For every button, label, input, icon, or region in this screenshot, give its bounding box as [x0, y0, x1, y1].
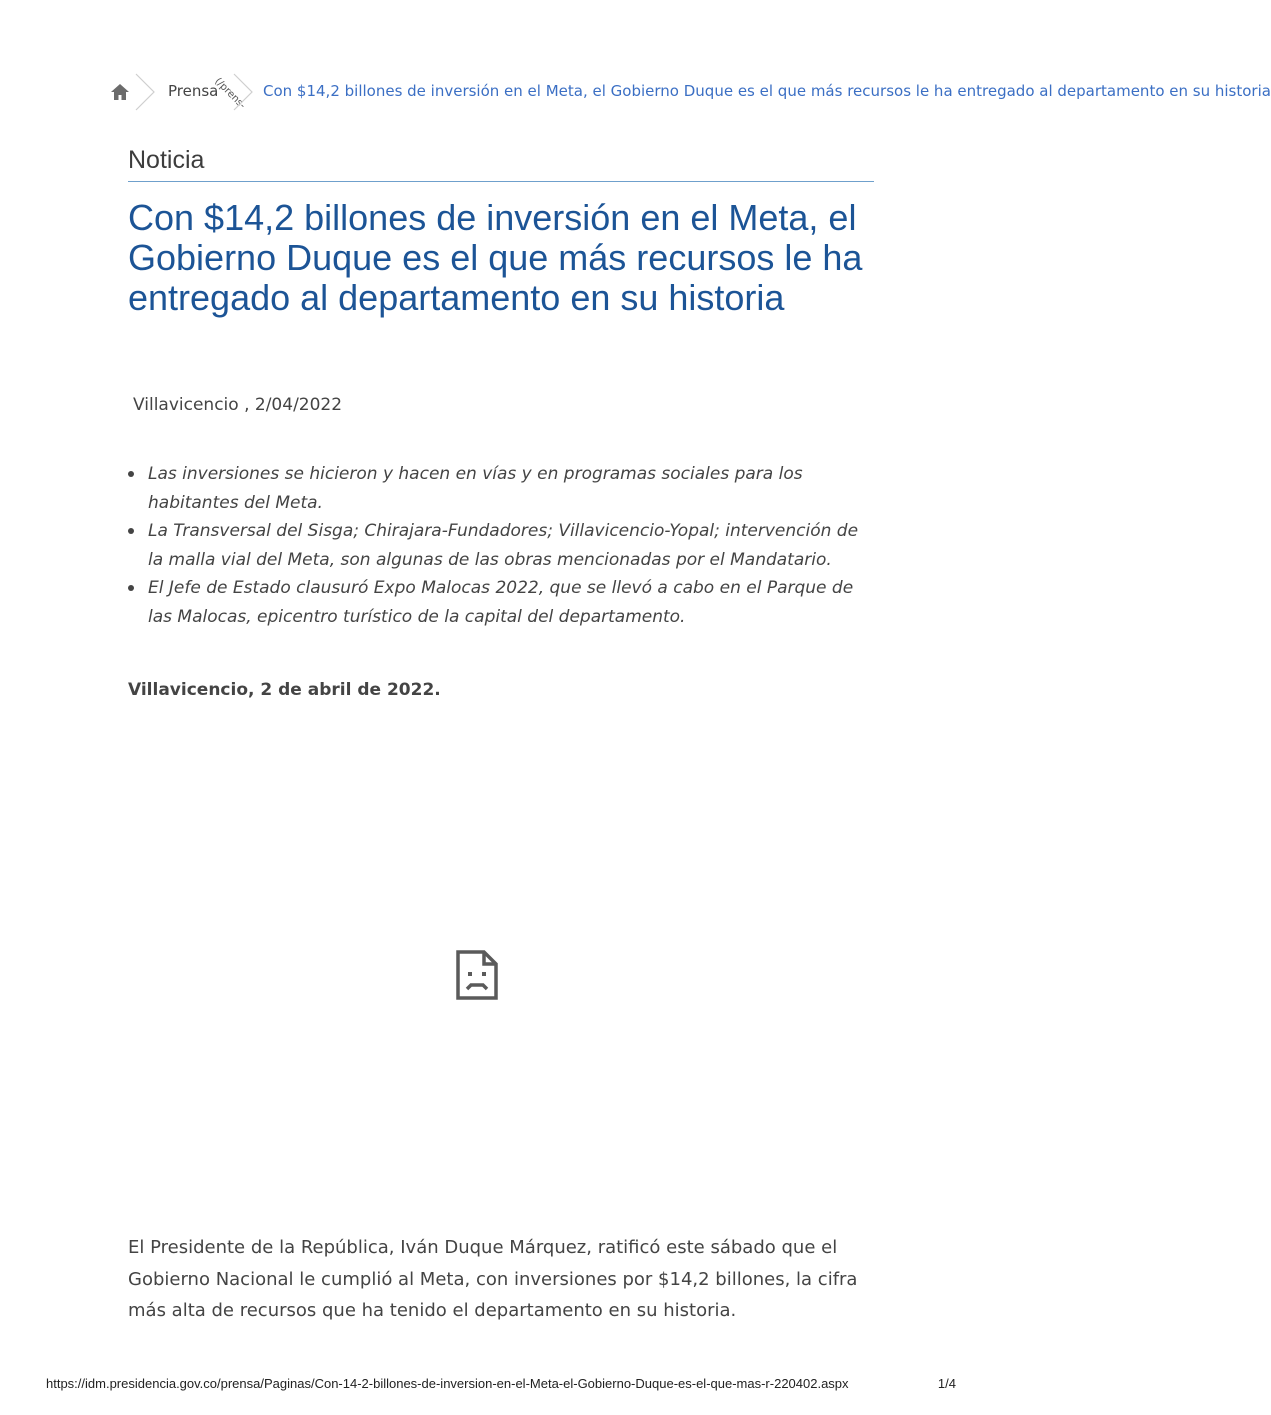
highlights-list	[148, 460, 878, 631]
breadcrumb	[108, 74, 1271, 112]
broken-image-icon	[454, 948, 500, 1002]
breadcrumb-slug-fragment: (/prens-	[212, 76, 248, 112]
highlight-item: La Transversal del Sisga; Chirajara-Fundadores; Villavicencio-Yopal; intervención de la malla vial del Meta, son algunas de las obras mencionadas por el Mandatario.	[148, 517, 878, 574]
print-footer	[46, 1376, 956, 1391]
breadcrumb-separator-icon	[134, 74, 158, 110]
breadcrumb-current-page[interactable]: Con $14,2 billones de inversión en el Meta, el Gobierno Duque es el que más recursos le ha entregado al departamento en su historia	[263, 82, 1271, 100]
breadcrumb-separator-icon	[232, 74, 256, 110]
place-date: Villavicencio, 2 de abril de 2022.	[128, 680, 441, 700]
highlight-item: Las inversiones se hicieron y hacen en vías y en programas sociales para los habitantes del Meta.	[148, 460, 878, 517]
print-url: https://idm.presidencia.gov.co/prensa/Paginas/Con-14-2-billones-de-inversion-en-el-Meta-el-Gobierno-Duque-es-el-que-mas-r-220402.aspx	[46, 1376, 849, 1391]
print-page-number: 1/4	[937, 1376, 956, 1391]
section-label: Noticia	[128, 146, 874, 182]
breadcrumb-prensa-link[interactable]: Prensa	[168, 82, 219, 100]
highlight-item: El Jefe de Estado clausuró Expo Malocas 2022, que se llevó a cabo en el Parque de las Malocas, epicentro turístico de la capital del departamento.	[148, 574, 878, 631]
article-headline: Con $14,2 billones de inversión en el Meta, el Gobierno Duque es el que más recursos le ha entregado al departamento en su historia	[128, 197, 863, 318]
article-first-paragraph: El Presidente de la República, Iván Duque Márquez, ratificó este sábado que el Gobierno Nacional le cumplió al Meta, con inversiones por $14,2 billones, la cifra más alta de recursos que ha tenido el departamento en su historia.	[128, 1237, 858, 1321]
home-icon[interactable]	[110, 82, 130, 102]
article-dateline: Villavicencio , 2/04/2022	[133, 395, 343, 415]
